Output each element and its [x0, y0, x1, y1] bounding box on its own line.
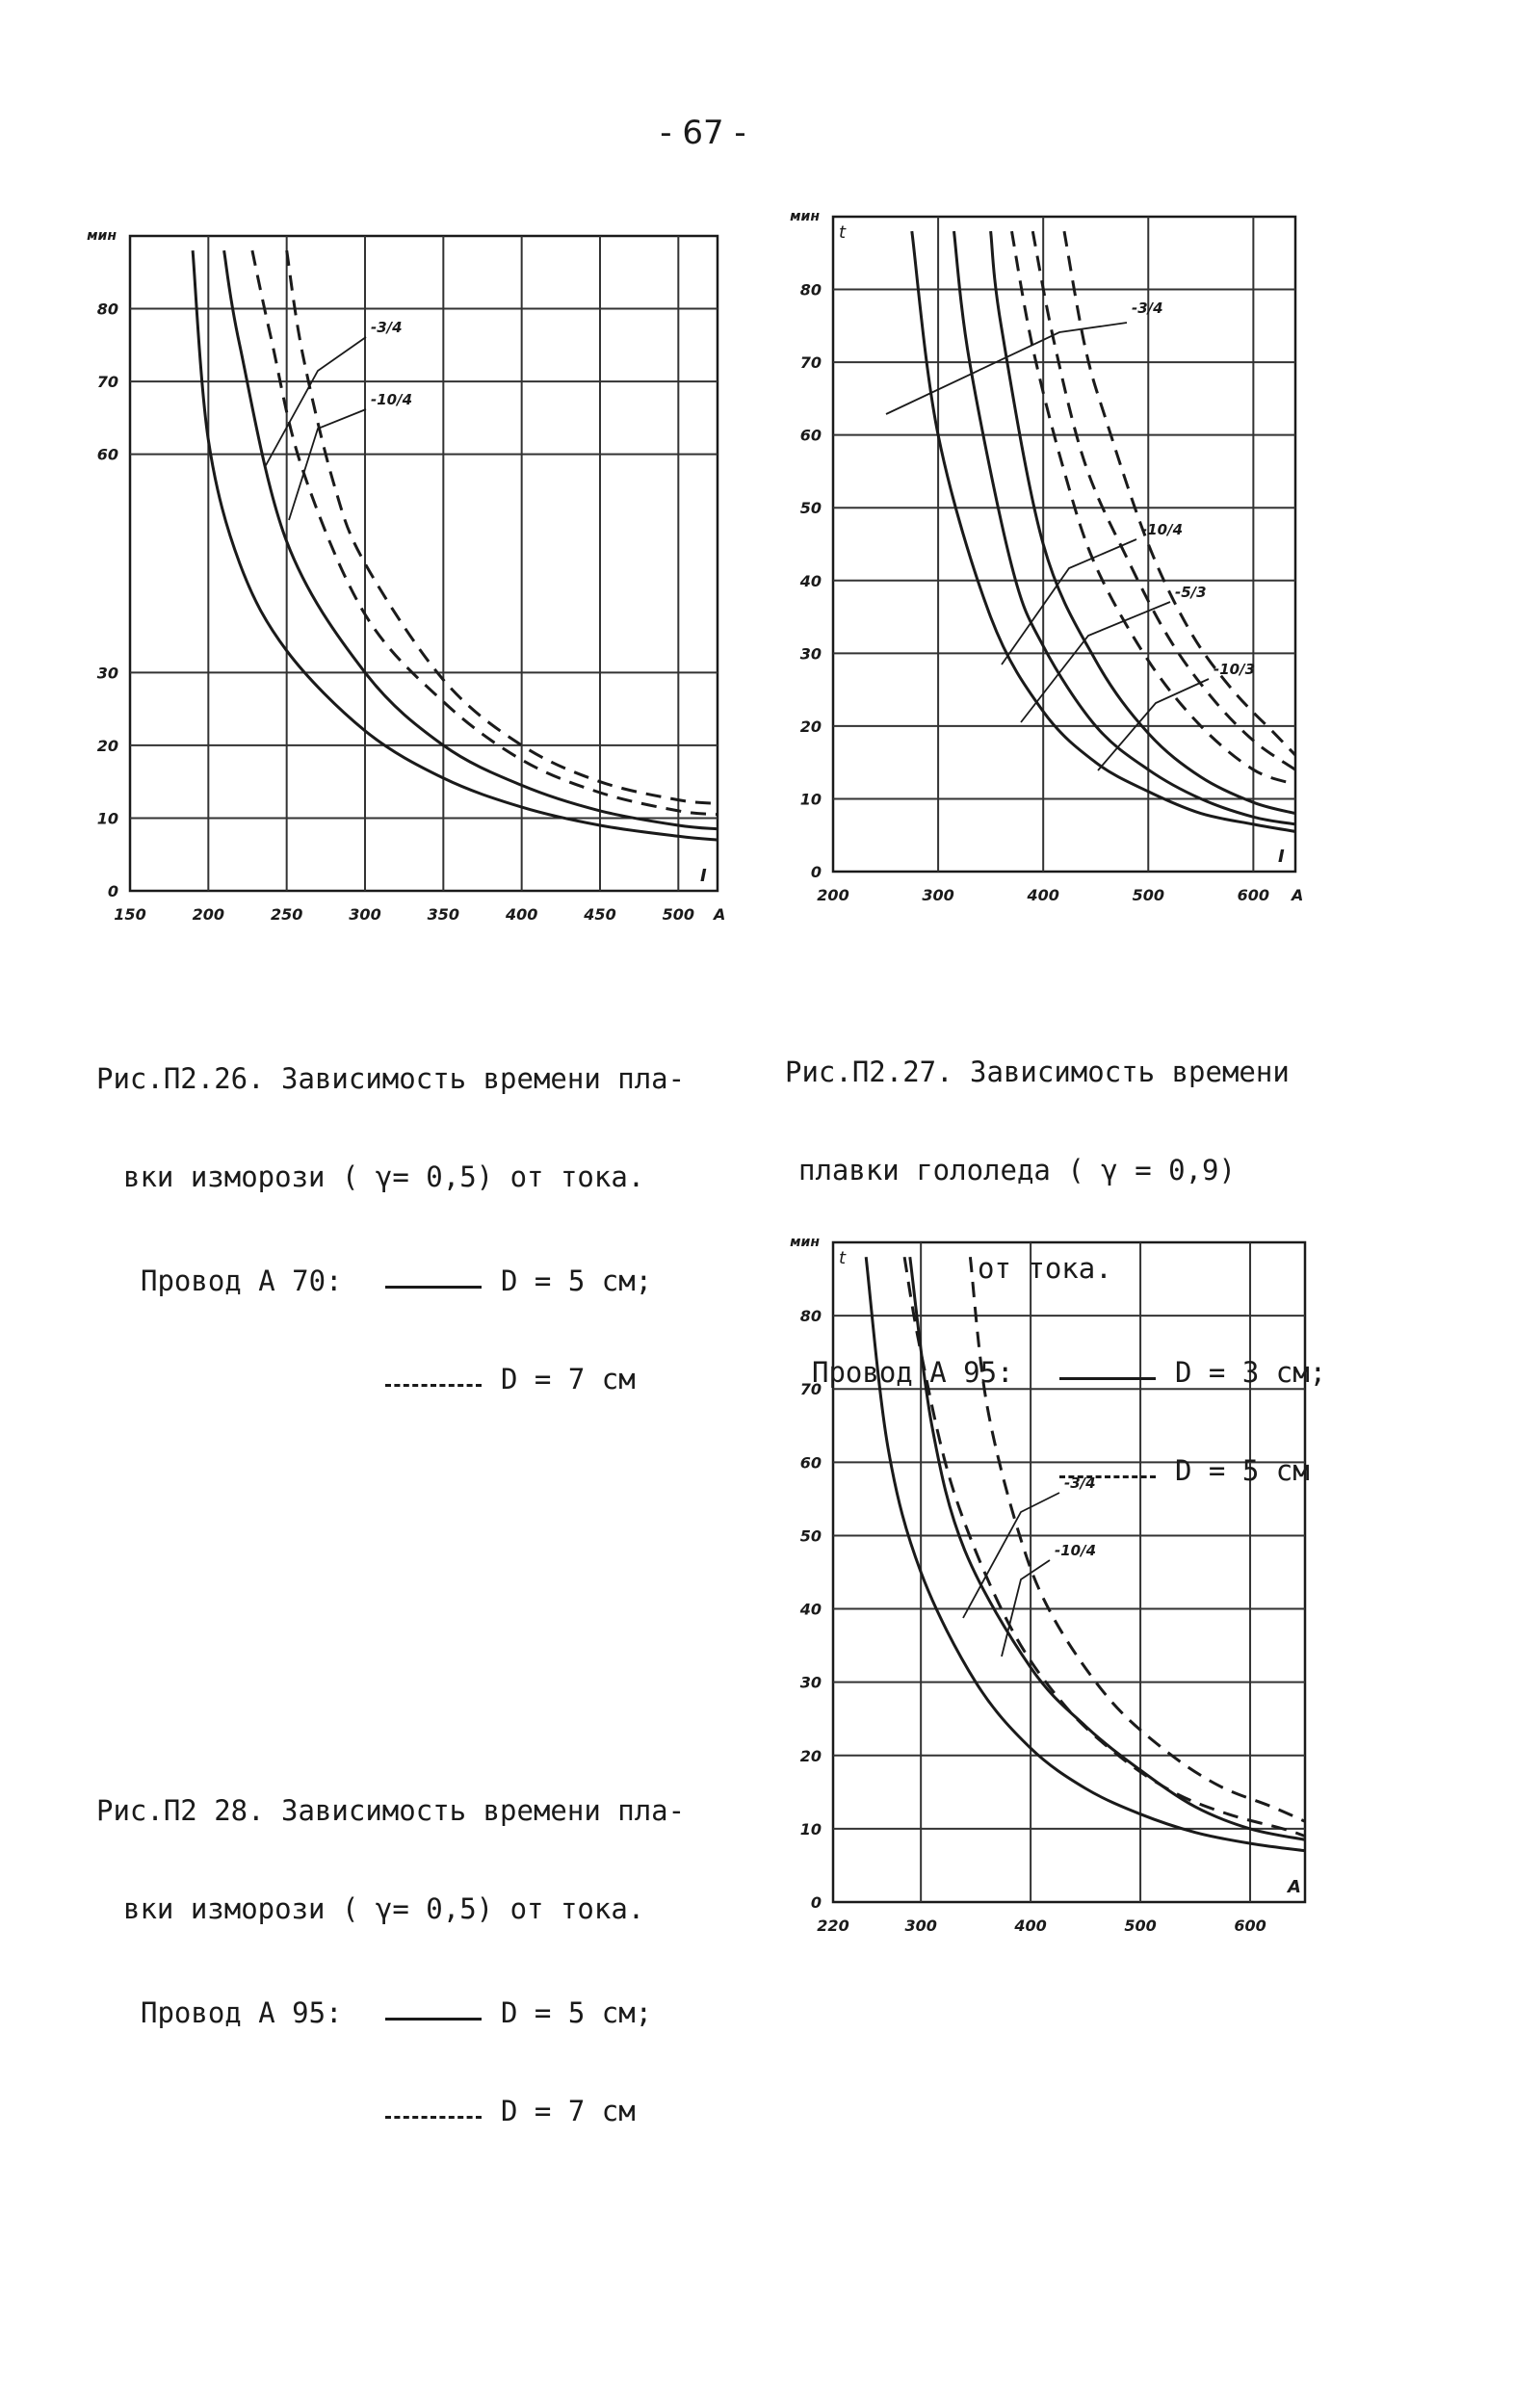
legend-solid-swatch — [385, 2018, 482, 2021]
series-annotation: -10/4 — [371, 391, 413, 408]
series-line-2-solid — [954, 231, 1296, 824]
x-tick-label: 300 — [349, 905, 381, 924]
x-tick-label: 150 — [114, 905, 146, 924]
y-tick-label: 10 — [96, 809, 118, 828]
y-tick-label: 30 — [96, 664, 118, 683]
series-line-3-dashed — [252, 250, 718, 815]
series-annotation: -3/4 — [1132, 300, 1163, 317]
x-tick-label: 600 — [1237, 886, 1270, 904]
y-tick-label: 60 — [799, 1453, 822, 1473]
caption-fig28 — [96, 1729, 770, 2193]
legend-dashed-row — [785, 1454, 1459, 1487]
x-tick-label: 400 — [1014, 1917, 1047, 1935]
series-annotation: -10/3 — [1214, 661, 1256, 678]
x-tick-label: 250 — [270, 905, 303, 924]
annotation-leader — [265, 337, 366, 467]
x-tick-label: 220 — [817, 1917, 849, 1935]
x-tick-label: 500 — [1124, 1917, 1157, 1935]
y-tick-label: 20 — [799, 1746, 822, 1765]
x-axis-label: A — [1288, 1877, 1301, 1897]
x-tick-label: 450 — [584, 905, 616, 924]
y-tick-label: 10 — [799, 1819, 822, 1838]
x-tick-label: 200 — [817, 886, 849, 904]
x-tick-label: 300 — [904, 1917, 937, 1935]
caption-fig26 — [96, 997, 770, 1461]
y-tick-label: 70 — [799, 353, 822, 373]
x-axis-label: I — [700, 866, 707, 886]
y-tick-label: 80 — [799, 1307, 822, 1326]
x-tick-label: 300 — [922, 886, 954, 904]
legend-solid-swatch — [385, 1286, 482, 1289]
x-axis-label: I — [1278, 847, 1285, 867]
series-annotation: -3/4 — [1064, 1474, 1096, 1492]
chart-fig26 — [87, 228, 725, 924]
x-tick-label: 500 — [662, 905, 695, 924]
wire-label: Провод А 95: — [141, 1996, 343, 2029]
chart-fig27 — [790, 209, 1303, 904]
x-tick-label: 400 — [505, 905, 538, 924]
legend-solid-row — [96, 1996, 770, 2029]
series-line-6-dashed — [1064, 231, 1295, 755]
x-tick-label: 350 — [427, 905, 460, 924]
x-tick-label: 200 — [192, 905, 225, 924]
series-annotation: -10/4 — [1055, 1542, 1097, 1559]
legend-dashed-swatch — [1059, 1475, 1156, 1478]
y-tick-label: 0 — [810, 863, 822, 881]
legend-solid-label: D = 3 см; — [1175, 1356, 1327, 1389]
caption-title: Рис.П2 28. Зависимость времени пла- — [96, 1794, 686, 1827]
caption-title: Рис.П2.27. Зависимость времени — [785, 1056, 1290, 1088]
legend-solid-label: D = 5 см; — [501, 1996, 653, 2029]
series-annotation: -3/4 — [371, 319, 403, 336]
caption-title-cont: плавки гололеда ( γ = 0,9) — [798, 1154, 1236, 1186]
y-tick-label: 20 — [799, 717, 822, 736]
y-tick-label: 50 — [799, 499, 822, 518]
annotation-leader — [289, 409, 366, 520]
caption-title-cont: вки изморози ( γ= 0,5) от тока. — [123, 1160, 645, 1193]
series-annotation: -10/4 — [1141, 521, 1184, 538]
legend-solid-label: D = 5 см; — [501, 1265, 653, 1297]
legend-dashed-row — [96, 2095, 770, 2127]
legend-solid-swatch — [1059, 1377, 1156, 1380]
caption-title-cont2: от тока. — [978, 1252, 1112, 1285]
y-axis-unit: мин — [87, 228, 117, 244]
legend-dashed-swatch — [385, 1384, 482, 1387]
x-tick-label: 600 — [1234, 1917, 1266, 1935]
y-tick-label: 40 — [799, 571, 822, 590]
y-axis-unit: мин — [790, 1235, 820, 1250]
plot-frame — [833, 217, 1295, 872]
y-tick-label: 10 — [799, 790, 822, 809]
y-tick-label: 80 — [799, 280, 822, 300]
legend-solid-row — [785, 1356, 1459, 1389]
wire-label: Провод А 95: — [812, 1356, 1014, 1389]
y-tick-label: 70 — [96, 373, 118, 392]
x-tick-label: 500 — [1132, 886, 1164, 904]
legend-dashed-label: D = 7 см — [501, 1363, 636, 1395]
legend-solid-row — [96, 1265, 770, 1297]
y-tick-label: 40 — [799, 1600, 822, 1619]
y-tick-label: 30 — [799, 644, 822, 664]
y-tick-label: 70 — [799, 1380, 822, 1399]
y-tick-label: 50 — [799, 1526, 822, 1546]
caption-fig27 — [785, 990, 1459, 1552]
legend-dashed-row — [96, 1363, 770, 1395]
legend-dashed-label: D = 7 см — [501, 2095, 636, 2127]
wire-label: Провод А 70: — [141, 1265, 343, 1297]
x-axis-unit: A — [714, 905, 726, 924]
y-tick-label: 30 — [799, 1673, 822, 1692]
y-tick-label: 60 — [96, 445, 118, 464]
caption-title: Рис.П2.26. Зависимость времени пла- — [96, 1062, 686, 1095]
plot-frame — [130, 236, 718, 891]
y-tick-label: 0 — [107, 882, 118, 900]
y-axis-unit: мин — [790, 209, 820, 224]
y-tick-label: 80 — [96, 300, 118, 319]
x-tick-label: 400 — [1027, 886, 1059, 904]
series-line-1-solid — [912, 231, 1295, 831]
legend-dashed-swatch — [385, 2116, 482, 2119]
y-axis-label: t — [839, 1248, 847, 1268]
series-annotation: -5/3 — [1175, 584, 1207, 601]
caption-title-cont: вки изморози ( γ= 0,5) от тока. — [123, 1892, 645, 1925]
y-tick-label: 60 — [799, 426, 822, 445]
y-axis-label: t — [839, 222, 847, 243]
y-tick-label: 20 — [96, 736, 118, 755]
legend-dashed-label: D = 5 см — [1175, 1454, 1310, 1487]
x-axis-unit: A — [1292, 886, 1304, 904]
y-tick-label: 0 — [810, 1893, 822, 1912]
page-number: - 67 - — [660, 114, 746, 152]
